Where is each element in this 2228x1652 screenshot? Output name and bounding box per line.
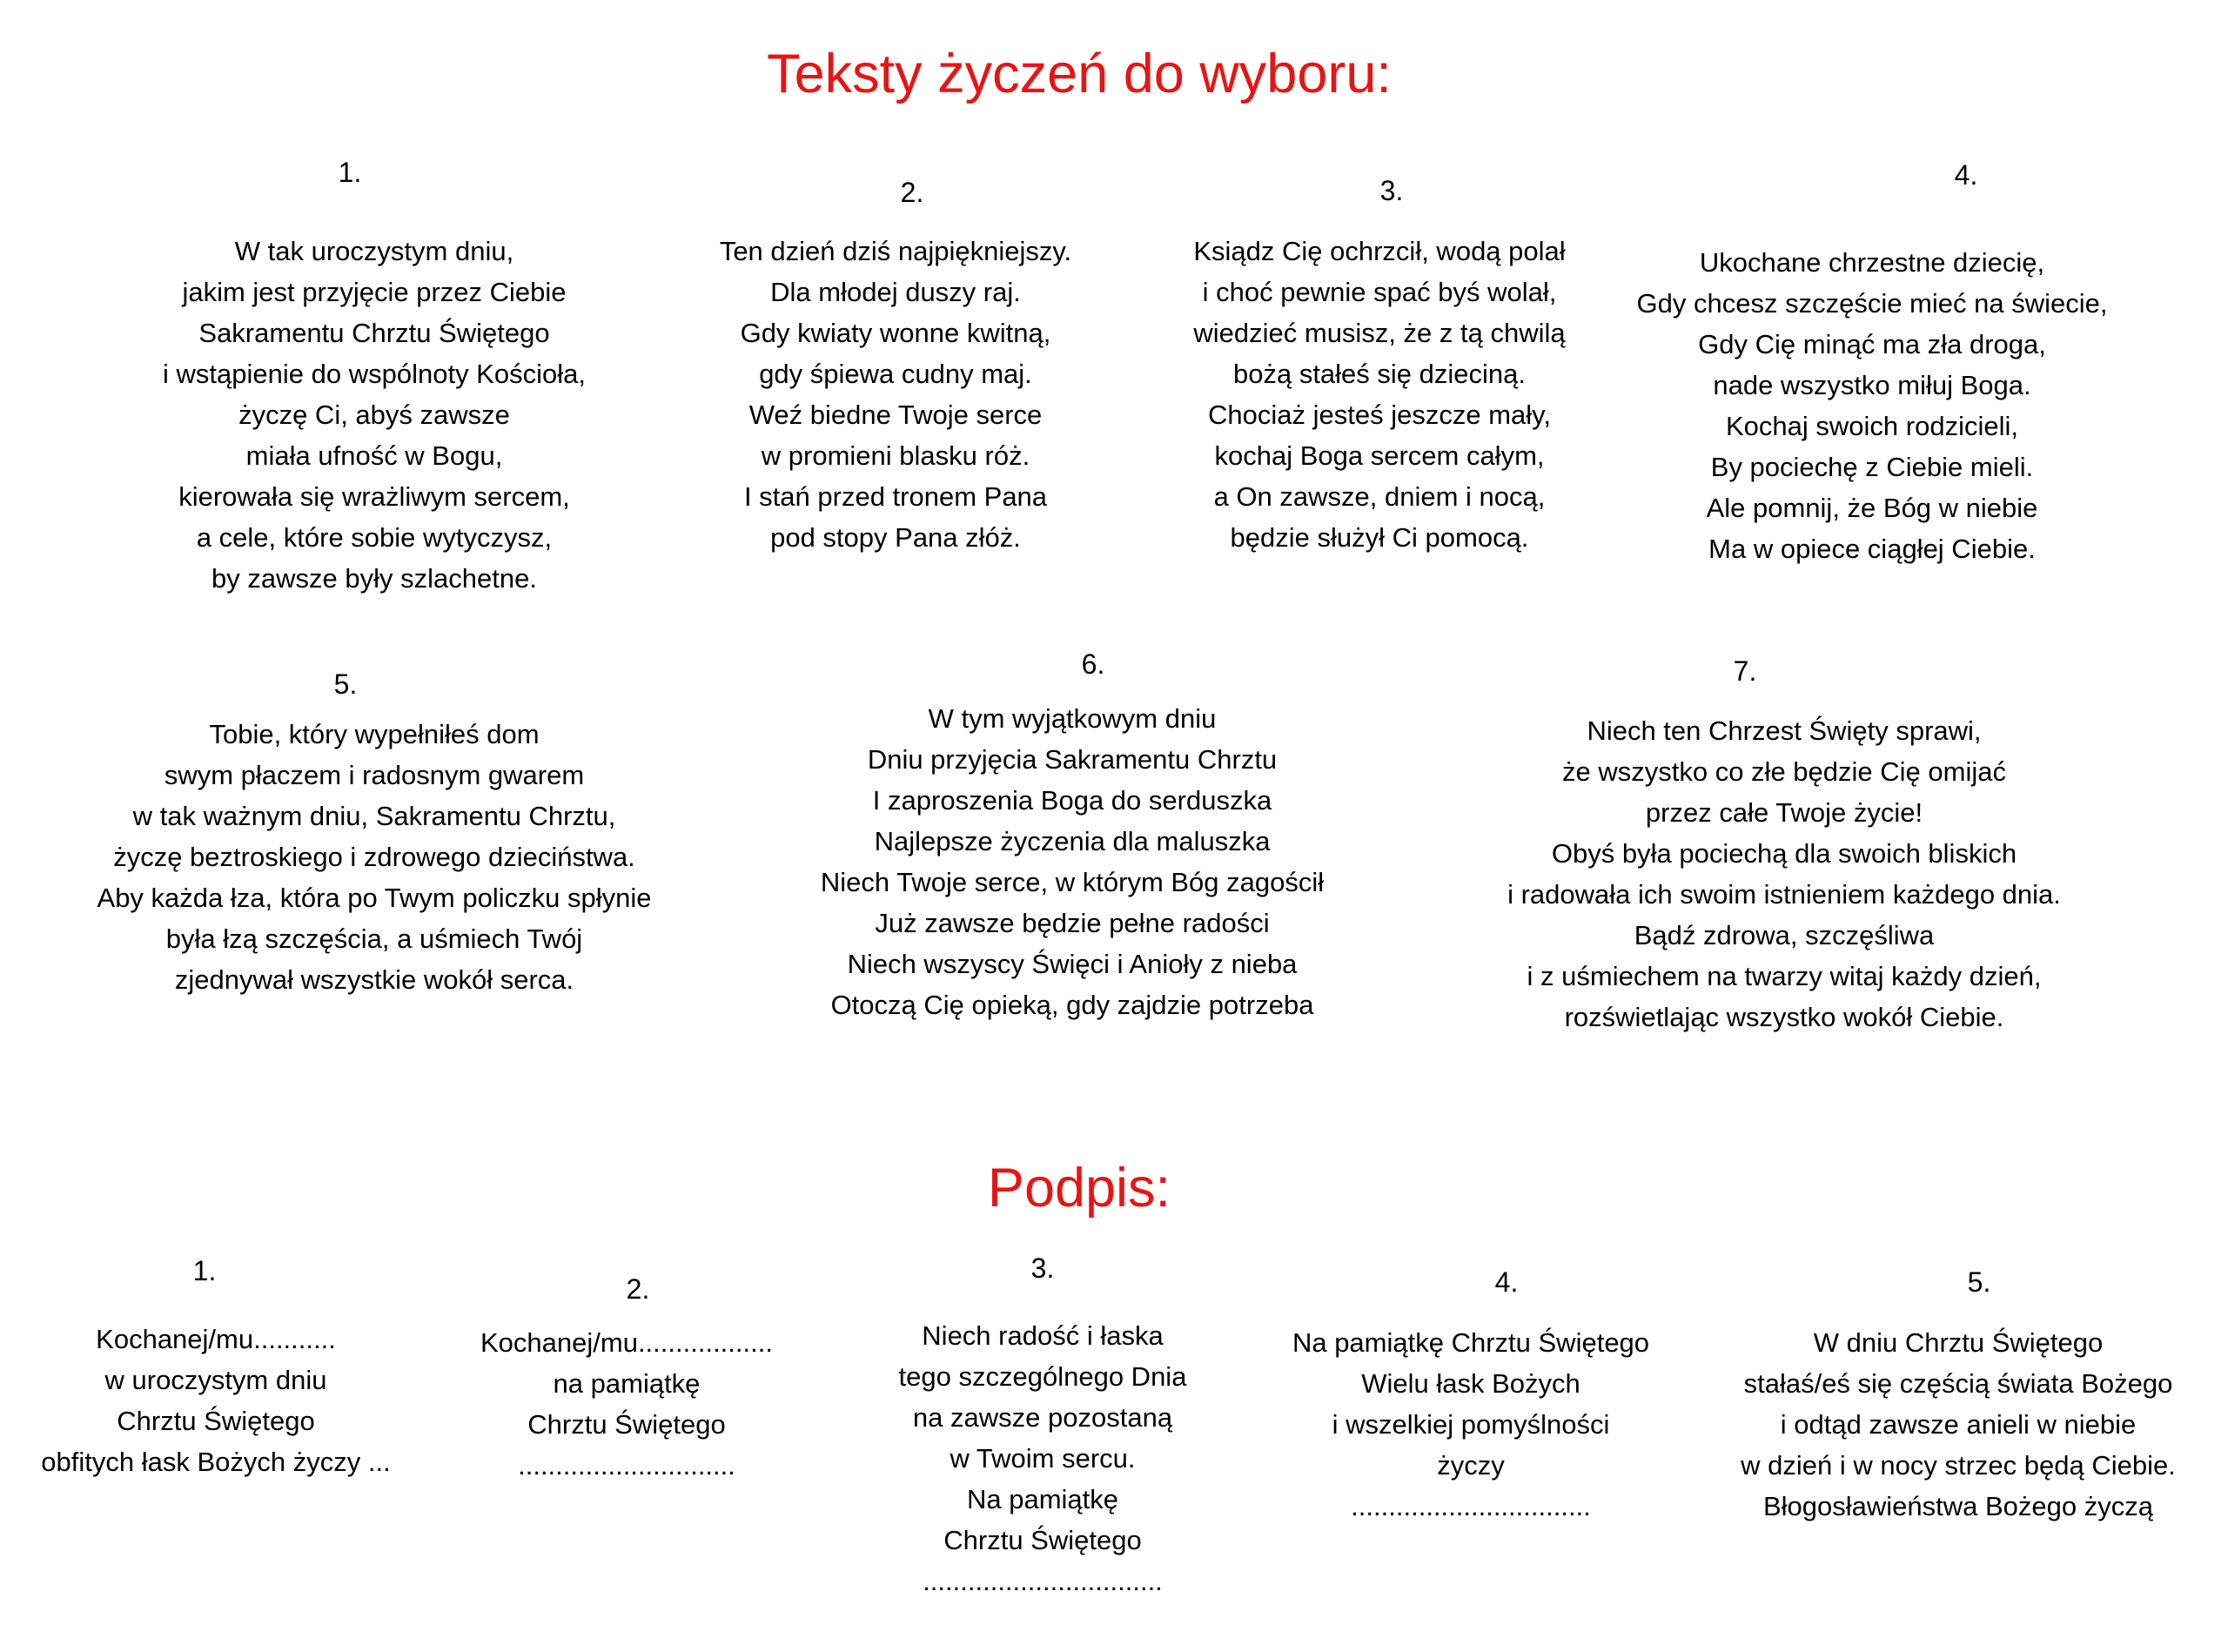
wish-5-text (44, 714, 705, 1000)
text-line: Kochanej/mu........... (96, 1324, 336, 1354)
text-line: Aby każda łza, która po Twym policzku spłynie (97, 883, 652, 913)
text-line: a On zawsze, dniem i nocą, (1213, 481, 1546, 512)
text-line: Chrztu Świętego (527, 1409, 726, 1440)
signature-5 (1697, 1262, 2219, 1527)
text-line: i wstąpienie do wspólnoty Kościoła, (163, 359, 586, 389)
text-line: Chrztu Świętego (943, 1525, 1142, 1555)
text-line: W dniu Chrztu Świętego (1813, 1327, 2104, 1358)
text-line: Niech Twoje serce, w którym Bóg zagościł (820, 867, 1325, 897)
signature-5-number: 5. (1967, 1266, 1991, 1298)
signature-section-title: Podpis: (987, 1158, 1171, 1219)
text-line: pod stopy Pana złóż. (770, 522, 1021, 553)
text-line: przez całe Twoje życie! (1645, 797, 1923, 828)
text-line: Chociaż jesteś jeszcze mały, (1208, 400, 1551, 430)
signature-1 (7, 1251, 425, 1482)
text-line: swym płaczem i radosnym gwarem (164, 760, 585, 790)
text-line: I zaproszenia Boga do serduszka (872, 785, 1272, 816)
wish-7-number: 7. (1733, 655, 1757, 687)
text-line: Na pamiątkę (966, 1484, 1119, 1514)
text-line: wiedzieć musisz, że z tą chwilą (1193, 318, 1566, 348)
text-line: nade wszystko miłuj Boga. (1713, 370, 2031, 400)
signature-4 (1262, 1262, 1680, 1527)
wish-4-text (1628, 242, 2116, 569)
signature-4-text (1262, 1322, 1680, 1527)
wish-1-number: 1. (338, 157, 362, 188)
signature-3-number: 3. (1030, 1252, 1055, 1284)
text-line: stałaś/eś się częścią świata Bożego (1743, 1368, 2173, 1399)
text-line: Dla młodej duszy raj. (770, 277, 1021, 307)
text-line: i choć pewnie spać byś wolał, (1202, 277, 1557, 307)
signature-4-number: 4. (1494, 1266, 1519, 1298)
text-line: i z uśmiechem na twarzy witaj każdy dzień, (1527, 961, 2042, 991)
text-line: a cele, które sobie wytyczysz, (196, 522, 553, 553)
text-line: kochaj Boga sercem całym, (1214, 440, 1545, 471)
signature-5-text (1697, 1322, 2219, 1527)
text-line: w promieni blasku róż. (761, 440, 1030, 471)
text-line: była łzą szczęścia, a uśmiech Twój (165, 923, 583, 954)
text-line: by zawsze były szlachetne. (211, 563, 537, 594)
wish-4-number: 4. (1954, 159, 1978, 191)
signature-1-number: 1. (192, 1255, 217, 1286)
text-line: na pamiątkę (553, 1368, 701, 1399)
text-line: miała ufność w Bogu, (245, 440, 503, 471)
text-line: Już zawsze będzie pełne radości (875, 908, 1270, 938)
wish-6-text (759, 698, 1386, 1025)
text-line: Niech ten Chrzest Święty sprawi, (1587, 715, 1982, 746)
text-line: Błogosławieństwa Bożego życzą (1762, 1491, 2154, 1521)
text-line: w Twoim sercu. (950, 1443, 1136, 1474)
text-line: i wszelkiej pomyślności (1332, 1409, 1610, 1440)
text-line: w dzień i w nocy strzec będą Ciebie. (1741, 1450, 2176, 1481)
text-line: Ksiądz Cię ochrzcił, wodą polał (1193, 236, 1566, 266)
text-line: jakim jest przyjęcie przez Ciebie (182, 277, 567, 307)
text-line: że wszystko co złe będzie Cię omijać (1562, 756, 2006, 787)
wish-6-number: 6. (1081, 648, 1105, 680)
wish-5 (44, 664, 705, 1000)
wish-3-number: 3. (1379, 175, 1404, 206)
wish-7-text (1453, 710, 2115, 1038)
wish-2-number: 2. (900, 177, 924, 208)
text-line: Najlepsze życzenia dla maluszka (874, 826, 1271, 856)
text-line: Obyś była pociechą dla swoich bliskich (1551, 838, 2017, 869)
text-line: Gdy kwiaty wonne kwitną, (740, 318, 1051, 348)
text-line: będzie służył Ci pomocą. (1230, 522, 1529, 553)
signature-2-number: 2. (626, 1273, 650, 1305)
text-line: ................................ (1351, 1491, 1591, 1521)
text-line: Bądź zdrowa, szczęśliwa (1634, 920, 1935, 950)
text-line: obfitych łask Bożych życzy ... (41, 1447, 391, 1477)
text-line: życzę Ci, abyś zawsze (238, 400, 510, 430)
text-line: Gdy Cię minąć ma zła droga, (1698, 329, 2046, 359)
text-line: w uroczystym dniu (104, 1365, 327, 1395)
text-line: I stań przed tronem Pana (743, 481, 1048, 512)
text-line: bożą stałeś się dzieciną. (1232, 359, 1527, 389)
text-line: Tobie, który wypełniłeś dom (209, 719, 540, 749)
wish-7 (1453, 651, 2115, 1038)
text-line: Ten dzień dziś najpiękniejszy. (719, 236, 1072, 266)
text-line: Wielu łask Bożych (1361, 1368, 1580, 1399)
text-line: Dniu przyjęcia Sakramentu Chrztu (867, 744, 1278, 775)
text-line: Ma w opiece ciągłej Ciebie. (1708, 534, 2036, 564)
text-line: i radowała ich swoim istnieniem każdego dnia. (1507, 879, 2061, 910)
text-line: ................................ (923, 1566, 1163, 1596)
signature-1-text (7, 1319, 425, 1482)
text-line: Niech wszyscy Święci i Anioły z nieba (847, 949, 1298, 979)
signature-2 (444, 1269, 809, 1486)
wish-4 (1628, 155, 2116, 569)
wish-3-text (1144, 231, 1614, 558)
signature-3 (856, 1248, 1230, 1602)
text-line: gdy śpiewa cudny maj. (759, 359, 1032, 389)
signature-3-text (856, 1315, 1230, 1602)
text-line: Sakramentu Chrztu Świętego (198, 318, 550, 348)
signature-2-text (444, 1322, 809, 1486)
wish-1-text (113, 231, 635, 599)
text-line: Gdy chcesz szczęście mieć na świecie, (1636, 288, 2108, 319)
text-line: Otoczą Cię opieką, gdy zajdzie potrzeba (830, 990, 1314, 1020)
page-title: Teksty życzeń do wyboru: (767, 44, 1392, 104)
text-line: w tak ważnym dniu, Sakramentu Chrztu, (132, 801, 616, 831)
text-line: życzę beztroskiego i zdrowego dzieciństwa. (113, 842, 635, 872)
wish-5-number: 5. (333, 668, 358, 700)
text-line: tego szczególnego Dnia (898, 1361, 1187, 1392)
wish-3 (1144, 171, 1614, 558)
text-line: Kochanej/mu.................. (480, 1327, 773, 1358)
text-line: Niech radość i łaska (922, 1320, 1164, 1351)
wish-6 (759, 644, 1386, 1025)
text-line: i odtąd zawsze anieli w niebie (1780, 1409, 2137, 1440)
text-line: W tak uroczystym dniu, (234, 236, 514, 266)
text-line: kierowała się wrażliwym sercem, (178, 481, 570, 512)
wish-2 (661, 172, 1131, 558)
text-line: Na pamiątkę Chrztu Świętego (1292, 1327, 1650, 1358)
text-line: rozświetlając wszystko wokół Ciebie. (1564, 1002, 2004, 1032)
text-line: ............................. (518, 1450, 735, 1481)
wish-1 (113, 152, 635, 599)
text-line: W tym wyjątkowym dniu (928, 703, 1217, 734)
text-line: Ale pomnij, że Bóg w niebie (1706, 493, 2038, 523)
text-line: na zawsze pozostaną (912, 1402, 1173, 1433)
text-line: Kochaj swoich rodzicieli, (1726, 411, 2018, 441)
text-line: Chrztu Świętego (117, 1406, 315, 1436)
text-line: Weź biedne Twoje serce (748, 400, 1043, 430)
text-line: Ukochane chrzestne dziecię, (1699, 247, 2045, 278)
text-line: By pociechę z Ciebie mieli. (1710, 452, 2034, 482)
text-line: zjednywał wszystkie wokół serca. (174, 964, 574, 995)
wish-2-text (661, 231, 1131, 558)
text-line: życzy (1437, 1450, 1505, 1481)
